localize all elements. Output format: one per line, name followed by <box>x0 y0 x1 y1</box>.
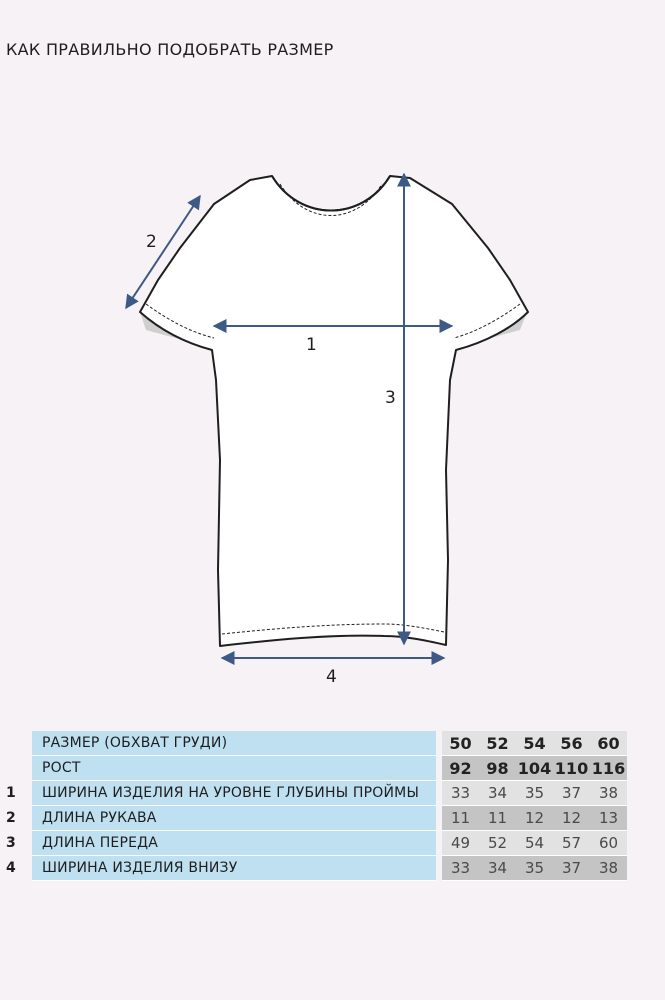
table-cell: 52 <box>479 831 516 856</box>
table-cell: 33 <box>442 781 479 806</box>
table-cell: 57 <box>553 831 590 856</box>
row-label: ШИРИНА ИЗДЕЛИЯ НА УРОВНЕ ГЛУБИНЫ ПРОЙМЫ <box>32 781 436 806</box>
table-cell: 92 <box>442 756 479 781</box>
row-label: ШИРИНА ИЗДЕЛИЯ ВНИЗУ <box>32 856 436 881</box>
table-cell: 34 <box>479 781 516 806</box>
table-cell: 37 <box>553 856 590 881</box>
row-label: РАЗМЕР (ОБХВАТ ГРУДИ) <box>32 731 436 756</box>
row-label: РОСТ <box>32 756 436 781</box>
table-cell: 60 <box>590 831 627 856</box>
table-cell: 54 <box>516 831 553 856</box>
row-number: 2 <box>0 806 32 831</box>
table-cell: 52 <box>479 731 516 756</box>
table-cell: 56 <box>553 731 590 756</box>
table-cell: 110 <box>553 756 590 781</box>
measure-label-4: 4 <box>326 667 337 687</box>
tshirt-body <box>140 176 528 646</box>
tshirt-svg <box>0 140 665 700</box>
size-table <box>0 731 627 881</box>
table-cell: 12 <box>553 806 590 831</box>
tshirt-diagram <box>0 140 665 700</box>
table-row <box>0 856 627 881</box>
table-cell: 35 <box>516 856 553 881</box>
table-row <box>0 756 627 781</box>
table-cell: 34 <box>479 856 516 881</box>
table-row <box>0 806 627 831</box>
table-cell: 54 <box>516 731 553 756</box>
row-number <box>0 731 32 756</box>
table-cell: 38 <box>590 781 627 806</box>
row-label: ДЛИНА РУКАВА <box>32 806 436 831</box>
table-cell: 33 <box>442 856 479 881</box>
table-cell: 35 <box>516 781 553 806</box>
measure-label-1: 1 <box>306 335 317 355</box>
table-cell: 11 <box>442 806 479 831</box>
row-number: 1 <box>0 781 32 806</box>
row-number: 3 <box>0 831 32 856</box>
row-label: ДЛИНА ПЕРЕДА <box>32 831 436 856</box>
measure-label-2: 2 <box>146 232 157 252</box>
table-cell: 116 <box>590 756 627 781</box>
measure-label-3: 3 <box>385 388 396 408</box>
table-row <box>0 781 627 806</box>
table-cell: 12 <box>516 806 553 831</box>
table-row <box>0 731 627 756</box>
table-cell: 38 <box>590 856 627 881</box>
table-cell: 104 <box>516 756 553 781</box>
table-cell: 11 <box>479 806 516 831</box>
table-cell: 13 <box>590 806 627 831</box>
row-number: 4 <box>0 856 32 881</box>
page-title: КАК ПРАВИЛЬНО ПОДОБРАТЬ РАЗМЕР <box>6 40 334 59</box>
table-cell: 49 <box>442 831 479 856</box>
row-number <box>0 756 32 781</box>
table-cell: 60 <box>590 731 627 756</box>
table-row <box>0 831 627 856</box>
table-cell: 37 <box>553 781 590 806</box>
table-cell: 98 <box>479 756 516 781</box>
table-cell: 50 <box>442 731 479 756</box>
